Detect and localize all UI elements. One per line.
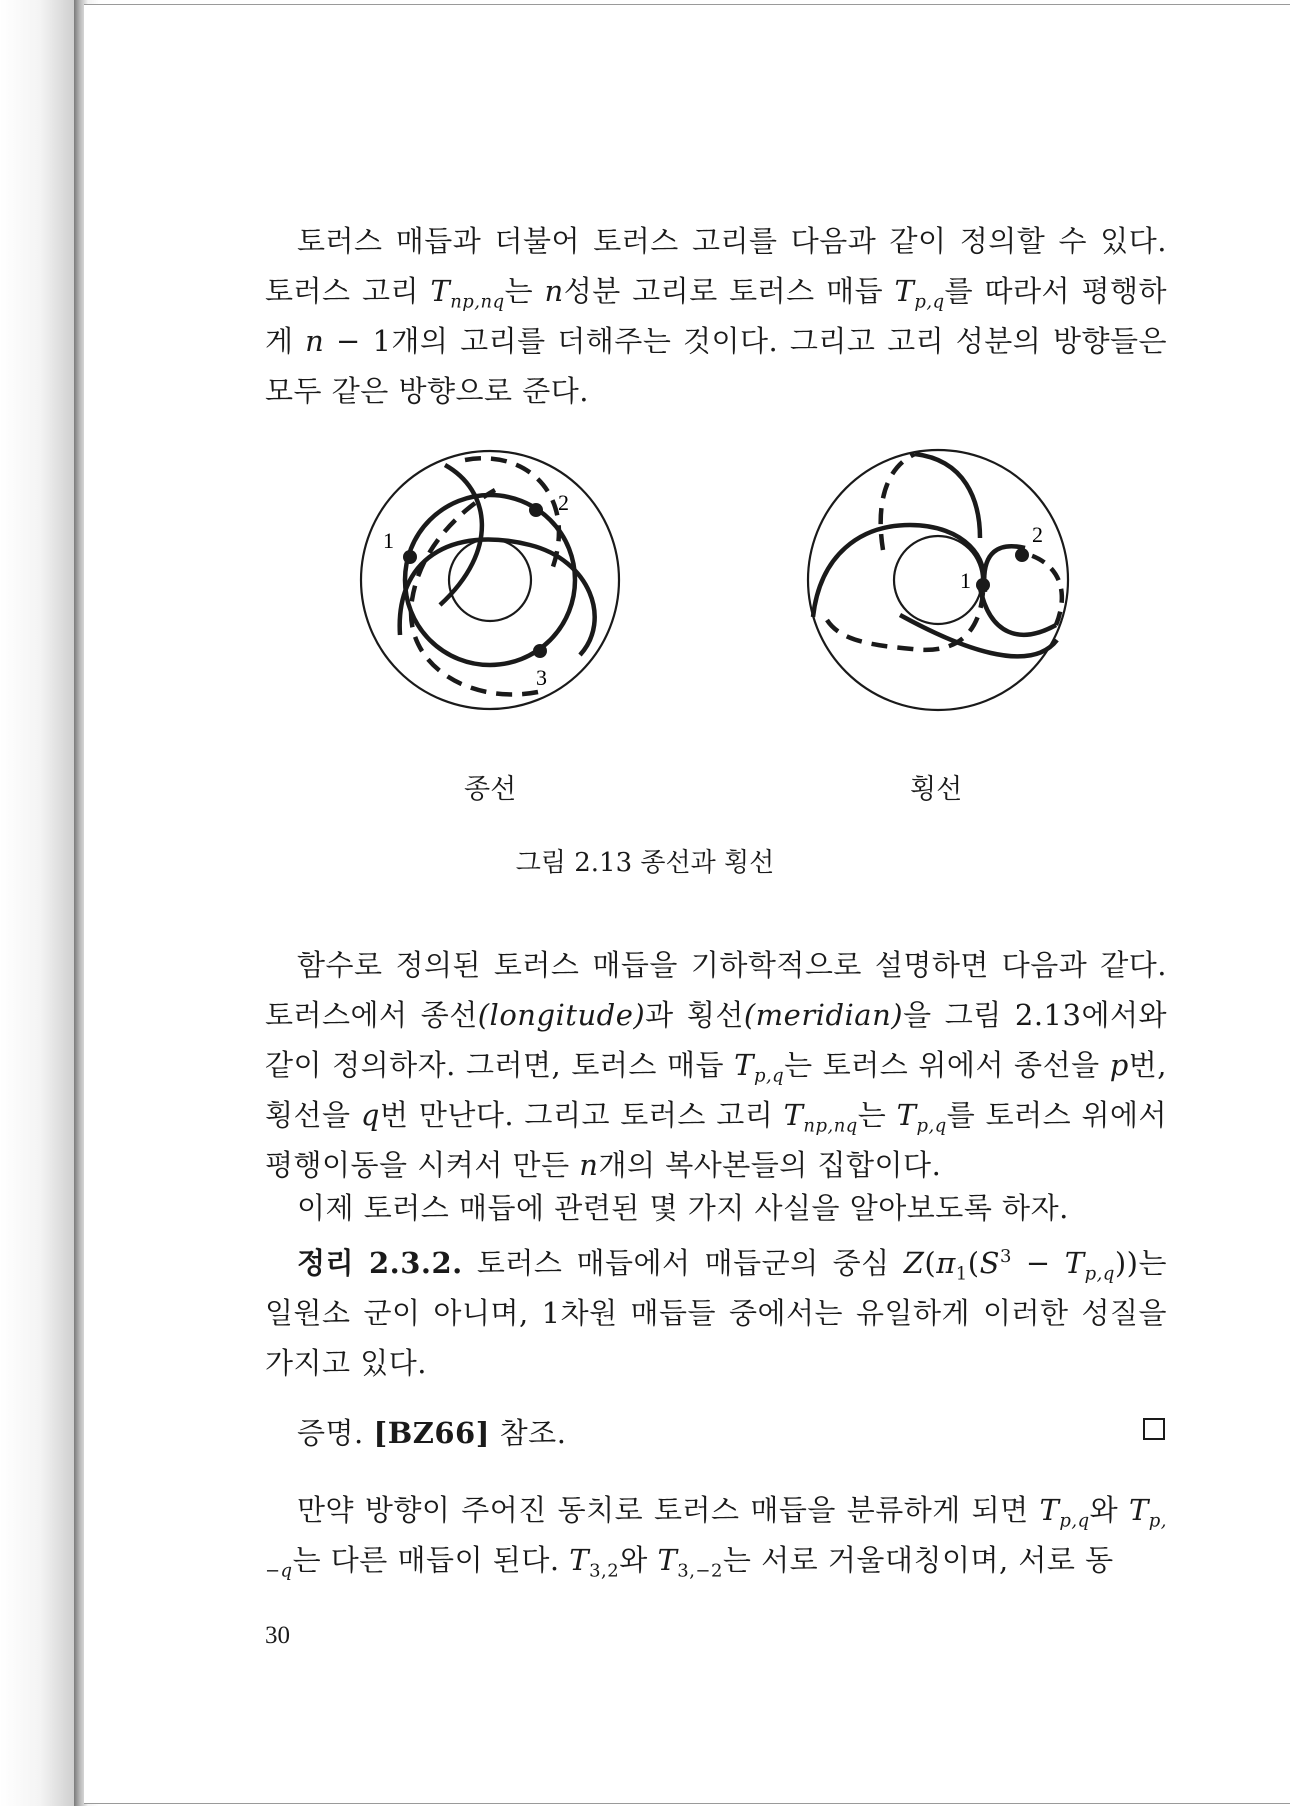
qed-box (1143, 1418, 1165, 1440)
figure-caption: 그림 2.13 종선과 횡선 (515, 848, 775, 878)
left-mark-2: 2 (558, 490, 569, 515)
left-mark-1: 1 (383, 528, 394, 553)
right-mark-2: 2 (1032, 522, 1043, 547)
figure-label-longitude: 종선 (464, 774, 517, 805)
left-point-1 (403, 550, 417, 564)
paragraph-torus-links: 토러스 매듭과 더불어 토러스 고리를 다음과 같이 정의할 수 있다. 토러스 고리 $T_{np,nq}$는 n성분 고리로 토러스 매듭 $T_{p,q}$를 따라서 평행하게 n − 1개의 고리를 더해주는 것이다. 그리고 고리 성분의 방향들은 모두 같은 방향으로 준다. (265, 224, 1167, 408)
left-strand-d (440, 465, 482, 605)
right-strand-f (881, 454, 915, 550)
page-number: 30 (265, 1622, 290, 1649)
right-mark-1: 1 (960, 568, 971, 593)
paragraph-orientation: 만약 방향이 주어진 동치로 토러스 매듭을 분류하게 되면 $T_{p,q}$와 $T_{p,-q}$는 다른 매듭이 된다. $T_{3,2}$와 $T_{3,-2}$는 서로 거울대칭이며, 서로 동 (265, 1493, 1167, 1582)
right-strand-c (1030, 555, 1062, 625)
proof-line: 증명. [BZ66] 참조. (297, 1416, 567, 1450)
theorem-2-3-2: 정리 2.3.2. 토러스 매듭에서 매듭군의 중심 $Z(\pi_1(S^3 - T_{p,q}))$는 일원소 군이 아니며, 1차원 매듭들 중에서는 유일하게 이러한 성질을 가지고 있다. (265, 1246, 1167, 1380)
left-mark-3: 3 (536, 665, 547, 690)
left-point-3 (533, 644, 547, 658)
figure-longitude-meridian (340, 430, 1100, 740)
left-point-2 (529, 503, 543, 517)
right-strand-b (980, 588, 1056, 635)
right-strand-a (813, 525, 983, 617)
paragraph-geometric-description: 함수로 정의된 토러스 매듭을 기하학적으로 설명하면 다음과 같다. 토러스에서 종선(longitude)과 횡선(meridian)을 그림 2.13에서와 같이 정의하자. 그러면, 토러스 매듭 $T_{p,q}$는 토러스 위에서 종선을 p번, 횡선을 q번 만난다. 그리고 토러스 고리 $T_{np,nq}$는 $T_{p,q}$를 토러스 위에서 평행이동을 시켜서 만든 n개의 복사본들의 집합이다. (265, 948, 1168, 1182)
right-torus-outer (808, 450, 1068, 710)
torus-diagrams (340, 430, 1100, 740)
left-margin (0, 0, 74, 1806)
right-point-1 (976, 578, 990, 592)
left-longitude-circle (405, 495, 575, 665)
paragraph-intro-facts: 이제 토러스 매듭에 관련된 몇 가지 사실을 알아보도록 하자. (297, 1191, 1069, 1225)
figure-label-meridian: 횡선 (910, 774, 963, 805)
right-point-2 (1015, 548, 1029, 562)
